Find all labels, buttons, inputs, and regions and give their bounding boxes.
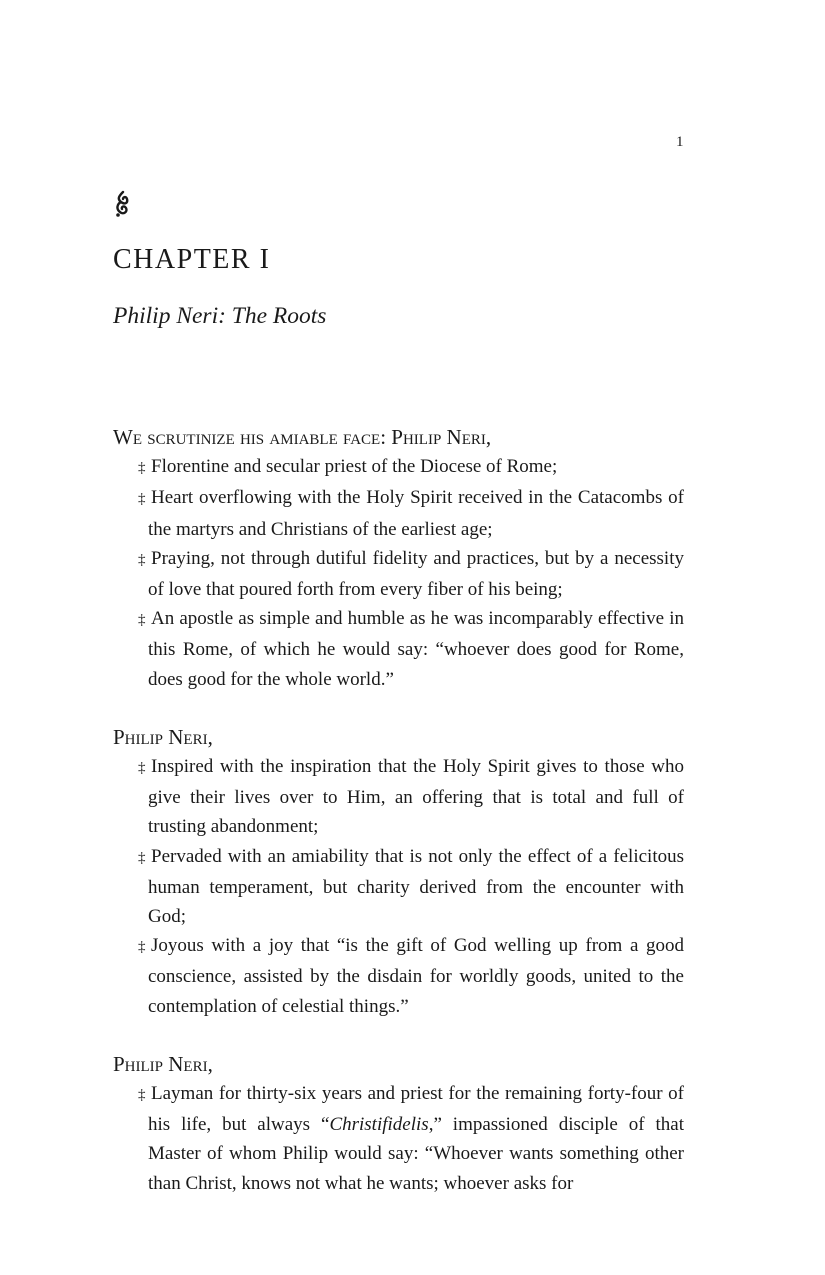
list-item [113, 752, 684, 842]
item-text: Inspired with the inspiration that the Holy Spirit gives to those who give their lives over to Him, an offering that is total and full of trusting abandonment; [148, 756, 684, 838]
page-number: 1 [676, 134, 684, 150]
bullet-icon: ‡ [138, 551, 146, 568]
item-text-after: ,” impassioned disciple of that Master of whom Philip would say: “Whoever wants something other than Christ, knows not what he wants; whoever asks for [148, 1114, 684, 1194]
item-text: Florentine and secular priest of the Diocese of Rome; [151, 456, 558, 478]
item-text-before: Layman for thirty-six years and priest for the remaining forty-four of his life, but always “ [148, 1083, 684, 1136]
item-text: An apostle as simple and humble as he was incomparably effective in this Rome, of which he would say: “whoever does good for Rome, does good for the whole world.” [148, 608, 684, 690]
item-text: Pervaded with an amiability that is not only the effect of a felicitous human temperament, but charity derived from the encounter with God; [148, 845, 684, 928]
bullet-icon: ‡ [138, 1087, 146, 1104]
bullet-icon: ‡ [138, 849, 146, 866]
list-item [113, 931, 684, 1021]
bullet-icon: ‡ [138, 760, 146, 777]
section-lead: Philip Neri, [113, 1051, 213, 1076]
chapter-subtitle: Philip Neri: The Roots [113, 303, 327, 329]
section-3 [113, 1050, 684, 1198]
section-2 [113, 723, 684, 1021]
section-lead: Philip Neri, [113, 724, 213, 749]
list-item [113, 604, 684, 694]
bullet-icon: ‡ [138, 939, 146, 956]
list-item [113, 452, 684, 483]
item-text-italic: Christifidelis [329, 1114, 429, 1136]
bullet-icon: ‡ [138, 612, 146, 629]
list-item [113, 483, 684, 543]
chapter-heading: CHAPTER I [113, 244, 271, 275]
section-lead: We scrutinize his amiable face: Philip Neri, [113, 425, 492, 449]
list-item [113, 544, 684, 604]
item-text: Joyous with a joy that “is the gift of God welling up from a good conscience, assisted by the disdain for worldly goods, united to the contemplation of celestial things.” [148, 935, 684, 1017]
section-1 [113, 423, 684, 694]
item-text: Praying, not through dutiful fidelity and practices, but by a necessity of love that poured forth from every fiber of his being; [148, 547, 684, 601]
fleuron-icon [113, 190, 133, 218]
body-text [113, 423, 684, 1227]
list-item [113, 1079, 684, 1198]
item-text: Heart overflowing with the Holy Spirit received in the Catacombs of the martyrs and Christians of the earliest age; [148, 487, 684, 540]
bullet-icon: ‡ [138, 460, 146, 477]
list-item [113, 842, 684, 932]
bullet-icon: ‡ [138, 491, 146, 508]
